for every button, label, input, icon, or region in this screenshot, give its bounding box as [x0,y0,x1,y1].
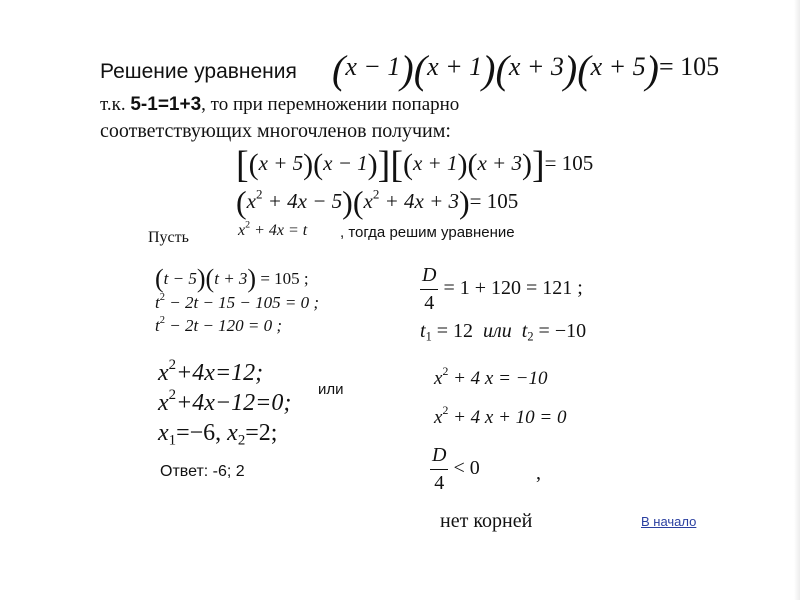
d-rhs: = 1 + 120 = 121 ; [443,277,583,300]
eq2-p2-exp: 2 [372,186,380,202]
line-2-bold: 5-1=1+3 [130,94,202,115]
let-exp: 2 [245,219,251,231]
c1r3-x2: x [227,420,238,446]
c2r1-x: x [434,368,443,389]
c1r3-v1: =−6, [176,420,222,446]
c2r1-rest: + 4 x = −10 [448,368,548,389]
ls2-exp: 2 [159,292,165,304]
no-roots-text: нет корней [440,510,533,532]
let-substitution [238,219,308,240]
eq2-p1-x: x [246,189,256,213]
factor-1: x − 1 [345,52,401,81]
c1r2-exp: 2 [168,386,177,403]
case1-line-1 [158,356,264,387]
d-den: 4 [424,292,435,314]
t1-sub: 1 [425,329,432,344]
c2r1-exp: 2 [442,365,449,379]
c1r3-s1: 1 [168,432,177,449]
eq1-a: x + 5 [258,151,304,175]
c1r1-exp: 2 [168,356,177,373]
eq1-d: x + 3 [477,151,522,175]
equation-2: $(x^2 + 4x - 5)(x^2 + 4x + 3)= 105$ [236,184,519,220]
eq2-p2-x: x [363,189,373,213]
page-edge-shade [794,0,800,600]
t2-sub: 2 [527,329,534,344]
c1r3-x1: x [158,420,169,446]
left-system-line-1: (t − 5)(t + 3) = 105 ; [155,264,309,293]
right-discriminant [420,264,583,315]
ls1-a: t − 5 [163,269,197,288]
title-text: Решение уравнения [100,60,297,83]
c2r2-x: x [434,407,443,428]
eq1-c: x + 1 [412,151,458,175]
back-to-start-link[interactable]: В начало [641,514,697,529]
eq2-p2-rest: + 4x + 3 [379,189,459,213]
t-roots [420,320,586,343]
line-2-prefix: т.к. [100,94,126,115]
ls2-a: t [155,293,160,312]
c1r3-s2: 2 [237,432,246,449]
factor-4: x + 5 [590,52,646,81]
ls3-a: t [155,316,160,335]
c2r2-exp: 2 [442,404,449,418]
let-x: x [238,222,246,239]
left-system-line-3 [155,316,282,336]
case1-line-3 [158,420,277,447]
case2-line-1 [434,365,548,390]
line-2 [100,94,459,116]
let-rest: + 4x = t [250,222,308,239]
answer-text: Ответ: -6; 2 [160,463,245,480]
case2-comma: , [536,462,541,484]
case2-line-2 [434,404,567,429]
c1r2-x: x [158,390,169,416]
title-equation: (x − 1)(x + 1)(x + 3)(x + 5)= 105 [332,47,720,92]
c2r2-rest: + 4 x + 10 = 0 [448,407,567,428]
ls1-rhs: = 105 ; [256,269,309,288]
factor-2: x + 1 [427,52,483,81]
c1r1-x: x [158,360,169,386]
c2-d-num: D [432,444,447,466]
ls1-b: t + 3 [214,269,248,288]
d-over-4-fraction [420,264,438,315]
case2-d-fraction [430,444,448,495]
title-rhs: = 105 [659,52,720,81]
d-num: D [422,264,437,286]
line-2-text: , то при перемножении попарно [201,94,460,115]
title-label [100,60,297,84]
t1-val: = 12 [431,320,474,342]
ls2-rest: − 2t − 15 − 105 = 0 ; [165,293,320,312]
case1-line-2 [158,386,292,417]
ls3-rest: − 2t − 120 = 0 ; [165,316,283,335]
let-word: Пусть [148,229,189,246]
c2r3-rest: < 0 [453,457,480,480]
t-or-word: или [483,320,512,342]
factor-3: x + 3 [508,52,564,81]
c2-d-den: 4 [434,472,445,494]
line-3: соответствующих многочленов получим: [100,120,451,142]
eq2-p1-exp: 2 [255,186,263,202]
t2-val: = −10 [533,320,587,342]
eq2-rhs: = 105 [469,189,519,213]
c1r3-v2: =2; [245,420,278,446]
left-system-line-2 [155,293,319,313]
t1-label: t [420,320,426,342]
eq2-p1-rest: + 4x − 5 [262,189,343,213]
case1-or-word: или [318,381,344,398]
c1r2-rest: +4x−12=0; [176,390,292,416]
eq1-b: x − 1 [323,151,368,175]
let-after: , тогда решим уравнение [340,224,515,241]
case2-line-3 [430,444,480,495]
eq1-rhs: = 105 [544,151,594,175]
ls3-exp: 2 [159,315,165,327]
equation-1: [(x + 5)(x − 1)][(x + 1)(x + 3)]= 105 [236,144,594,186]
c1r1-rest: +4x=12; [176,360,264,386]
t2-label: t [521,320,528,342]
